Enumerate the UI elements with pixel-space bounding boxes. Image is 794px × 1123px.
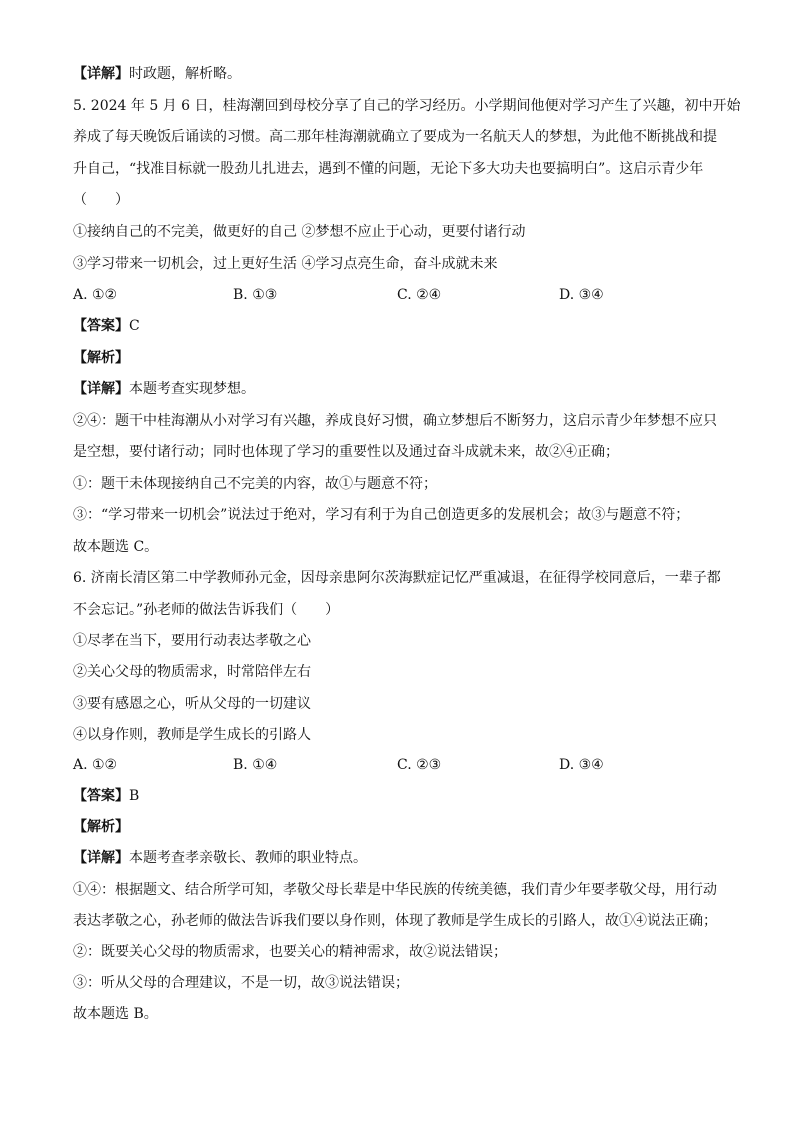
q6-detail-line: 故本题选 B。 <box>73 1006 158 1022</box>
q5-option-b: B. ①③ <box>233 287 278 303</box>
q5-option-c: C. ②④ <box>397 287 442 303</box>
q5-stem-line: 养成了每天晚饭后诵读的习惯。高二那年桂海潮就确立了要成为一名航天人的梦想，为此他不断挑战和提 <box>73 129 717 145</box>
q6-stem-line: 不会忘记。”孙老师的做法告诉我们（ ） <box>73 602 340 618</box>
q6-answer: B <box>129 788 140 804</box>
q5-detail-line: ①：题干未体现接纳自己不完美的内容，故①与题意不符； <box>73 476 437 492</box>
q5-answer: C <box>129 318 140 334</box>
q6-answer-line <box>73 786 734 806</box>
q5-stem-line: （ ） <box>73 192 129 208</box>
q6-statement: ④以身作则，教师是学生成长的引路人 <box>73 727 311 743</box>
q6-detail-line: 表达孝敬之心，孙老师的做法告诉我们要以身作则，体现了教师是学生成长的引路人，故①④说法正确； <box>73 913 717 929</box>
q5-answer-line <box>73 316 734 336</box>
q6-option-c: C. ②③ <box>397 757 442 773</box>
q6-detail-line: ③：听从父母的合理建议，不是一切，故③说法错误； <box>73 975 409 991</box>
q6-option-a: A. ①② <box>73 757 118 773</box>
q4-detail-line: 【详解】时政题，解析略。 <box>73 66 241 82</box>
q6-statement: ③要有感恩之心，听从父母的一切建议 <box>73 696 311 712</box>
q5-detail-line: ②④：题干中桂海潮从小对学习有兴趣，养成良好习惯，确立梦想后不断努力，这启示青少年梦想不应只 <box>73 413 717 429</box>
answer-tag: 【答案】 <box>73 318 129 334</box>
q6-statement: ①尽孝在当下，要用行动表达孝敬之心 <box>73 633 311 649</box>
q5-analysis-heading: 【解析】 <box>73 350 129 366</box>
q6-analysis-heading: 【解析】 <box>73 819 129 835</box>
q5-detail-line: 是空想，要付诸行动；同时也体现了学习的重要性以及通过奋斗成就未来，故②④正确； <box>73 444 619 460</box>
q5-option-a: A. ①② <box>73 287 118 303</box>
q6-detail-line: ①④：根据题文、结合所学可知，孝敬父母长辈是中华民族的传统美德，我们青少年要孝敬父母，用行动 <box>73 882 717 898</box>
q6-statement: ②关心父母的物质需求，时常陪伴左右 <box>73 664 311 680</box>
q6-stem-line: 6. 济南长清区第二中学教师孙元金，因母亲患阿尔茨海默症记忆严重减退，在征得学校同意后，一辈子都 <box>73 570 721 586</box>
q5-statement: ①接纳自己的不完美，做更好的自己 ②梦想不应止于心动，更要付诸行动 <box>73 224 526 240</box>
q5-statement: ③学习带来一切机会，过上更好生活 ④学习点亮生命，奋斗成就未来 <box>73 256 498 272</box>
q5-detail-line: 故本题选 C。 <box>73 539 159 555</box>
q5-stem-line: 5. 2024 年 5 月 6 日，桂海潮回到母校分享了自己的学习经历。小学期间他便对学习产生了兴趣，初中开始 <box>73 98 741 114</box>
detail-tag: 【详解】 <box>73 66 129 82</box>
q5-detail-line: ③：“学习带来一切机会”说法过于绝对，学习有利于为自己创造更多的发展机会；故③与题意不符； <box>73 507 690 523</box>
q5-stem-line: 升自己，“找准目标就一股劲儿扎进去，遇到不懂的问题，无论下多大功夫也要搞明白”。这启示青少年 <box>73 161 704 177</box>
answer-tag: 【答案】 <box>73 788 129 804</box>
q5-detail-line: 【详解】本题考查实现梦想。 <box>73 381 255 397</box>
q6-option-d: D. ③④ <box>559 757 604 773</box>
q6-detail-line: ②：既要关心父母的物质需求，也要关心的精神需求，故②说法错误； <box>73 944 507 960</box>
detail-tag: 【详解】 <box>73 381 129 397</box>
detail-tag: 【详解】 <box>73 850 129 866</box>
q6-detail-line: 【详解】本题考查孝亲敬长、教师的职业特点。 <box>73 850 367 866</box>
q6-option-b: B. ①④ <box>233 757 278 773</box>
q5-option-d: D. ③④ <box>559 287 604 303</box>
